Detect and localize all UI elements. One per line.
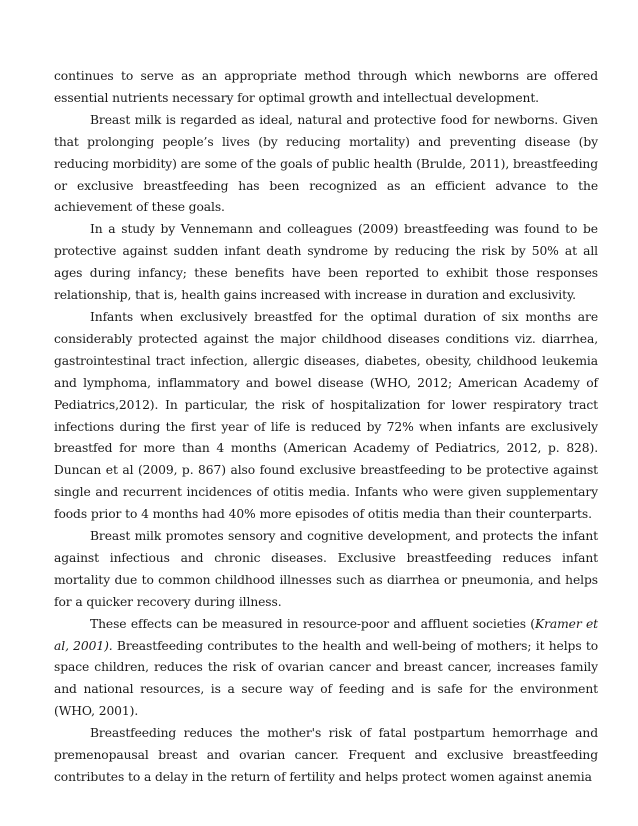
paragraph-text: Breastfeeding contributes to the health and well-being of mothers; it helps to space children, reduces the risk of ovarian cancer and breast cancer, increases family and national resources, is a secure way of feeding and is safe for the environment (WHO, 2001).: [54, 638, 598, 719]
paragraph-breast-milk-ideal: [54, 110, 598, 220]
paragraph-resource-societies: [54, 614, 598, 724]
paragraph-vennemann-study: [54, 219, 598, 307]
paragraph-sensory-development: [54, 526, 598, 614]
document-page: [54, 66, 598, 789]
paragraph-text: Breastfeeding reduces the mother's risk of fatal postpartum hemorrhage and premenopausal breast and ovarian cancer. Frequent and exclusive breastfeeding contributes to a delay in the return of fertility and helps protect women against anemia: [54, 726, 598, 784]
paragraph-mother-risk: [54, 723, 598, 789]
paragraph-childhood-diseases: [54, 307, 598, 526]
paragraph-text: These effects can be measured in resource-poor and affluent societies (: [90, 616, 535, 631]
paragraph-text: Breast milk promotes sensory and cognitive development, and protects the infant against infectious and chronic diseases. Exclusive breastfeeding reduces infant mortality due to common childhood illnesses such as diarrhea or pneumonia, and helps for a quicker recovery during illness.: [54, 529, 598, 609]
paragraph-text: Infants when exclusively breastfed for the optimal duration of six months are considerably protected against the major childhood diseases conditions viz. diarrhea, gastrointestinal tract infection, allergic diseases, diabetes, obesity, childhood leukemia and lymphoma, inflammatory and bowel disease (WHO, 2012; American Academy of Pediatrics,2012). In particular, the risk of hospitalization for lower respiratory tract infections during the first year of life is reduced by 72% when infants are exclusively breastfed for more than 4 months (American Academy of Pediatrics, 2012, p. 828). Duncan et al (2009, p. 867) also found exclusive breastfeeding to be protective against single and recurrent incidences of otitis media. Infants who were given supplementary foods prior to 4 months had 40% more episodes of otitis media than their counterparts.: [54, 309, 598, 522]
paragraph-text: In a study by Vennemann and colleagues (2009) breastfeeding was found to be protective against sudden infant death syndrome by reducing the risk by 50% at all ages during infancy; these benefits have been reported to exhibit those responses relationship, that is, health gains increased with increase in duration and exclusivity.: [54, 222, 598, 303]
paragraph-text: continues to serve as an appropriate method through which newborns are offered essential nutrients necessary for optimal growth and intellectual development.: [54, 69, 598, 105]
citation-italic: Kramer et al, 2001).: [54, 616, 598, 653]
paragraph-continuation: [54, 66, 598, 110]
paragraph-text: Breast milk is regarded as ideal, natural and protective food for newborns. Given that prolonging people’s lives (by reducing mortality) and preventing disease (by reducing morbidity) are some of the goals of public health (Brulde, 2011), breastfeeding or exclusive breastfeeding has been recognized as an efficient advance to the achievement of these goals.: [54, 112, 598, 215]
